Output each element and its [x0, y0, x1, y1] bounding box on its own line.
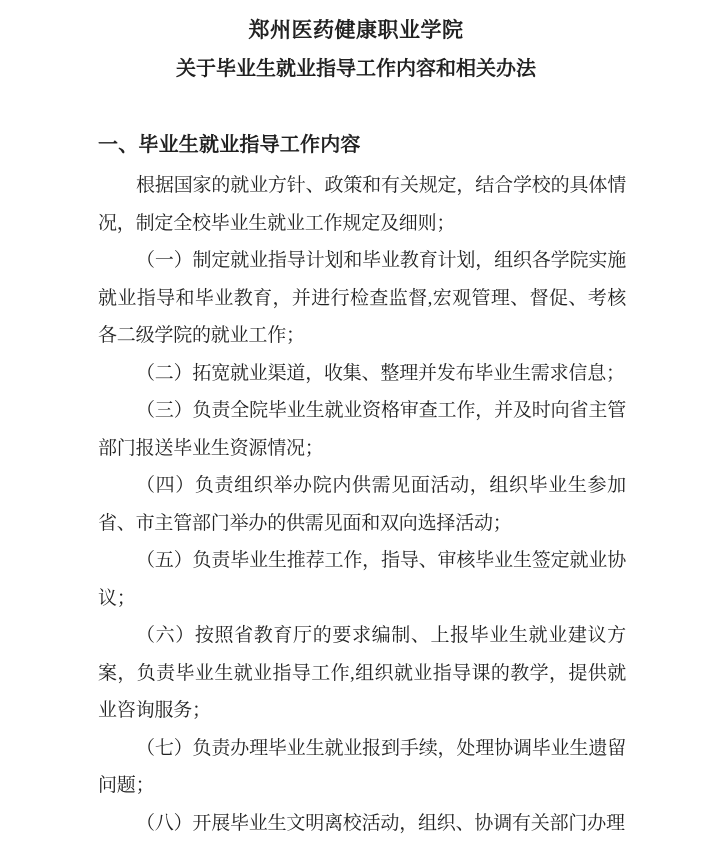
paragraph-item-4: （四）负责组织举办院内供需见面活动，组织毕业生参加省、市主管部门举办的供需见面和双向选择活动； — [98, 475, 626, 534]
section-heading: 一、毕业生就业指导工作内容 — [98, 134, 361, 156]
document-header — [0, 0, 712, 88]
paragraph-item-3: （三）负责全院毕业生就业资格审查工作，并及时向省主管部门报送毕业生资源情况； — [98, 400, 626, 459]
doc-title-line-2: 关于毕业生就业指导工作内容和相关办法 — [176, 58, 536, 80]
doc-title-line-1: 郑州医药健康职业学院 — [248, 18, 464, 42]
paragraph-item-5: （五）负责毕业生推荐工作，指导、审核毕业生签定就业协议； — [98, 550, 626, 609]
paragraph-item-2: （二）拓宽就业渠道，收集、整理并发布毕业生需求信息； — [136, 362, 625, 384]
paragraph-item-1: （一）制定就业指导计划和毕业教育计划，组织各学院实施就业指导和毕业教育，并进行检查监督,宏观管理、督促、考核各二级学院的就业工作； — [98, 250, 626, 346]
document-body — [98, 126, 626, 842]
paragraph-intro: 根据国家的就业方针、政策和有关规定，结合学校的具体情况，制定全校毕业生就业工作规定及细则； — [98, 175, 626, 234]
paragraph-item-7: （七）负责办理毕业生就业报到手续，处理协调毕业生遗留问题； — [98, 737, 626, 796]
paragraph-item-6: （六）按照省教育厅的要求编制、上报毕业生就业建议方案，负责毕业生就业指导工作,组织就业指导课的教学，提供就业咨询服务； — [98, 625, 626, 721]
paragraph-item-8: （八）开展毕业生文明离校活动，组织、协调有关部门办理 — [136, 812, 625, 834]
